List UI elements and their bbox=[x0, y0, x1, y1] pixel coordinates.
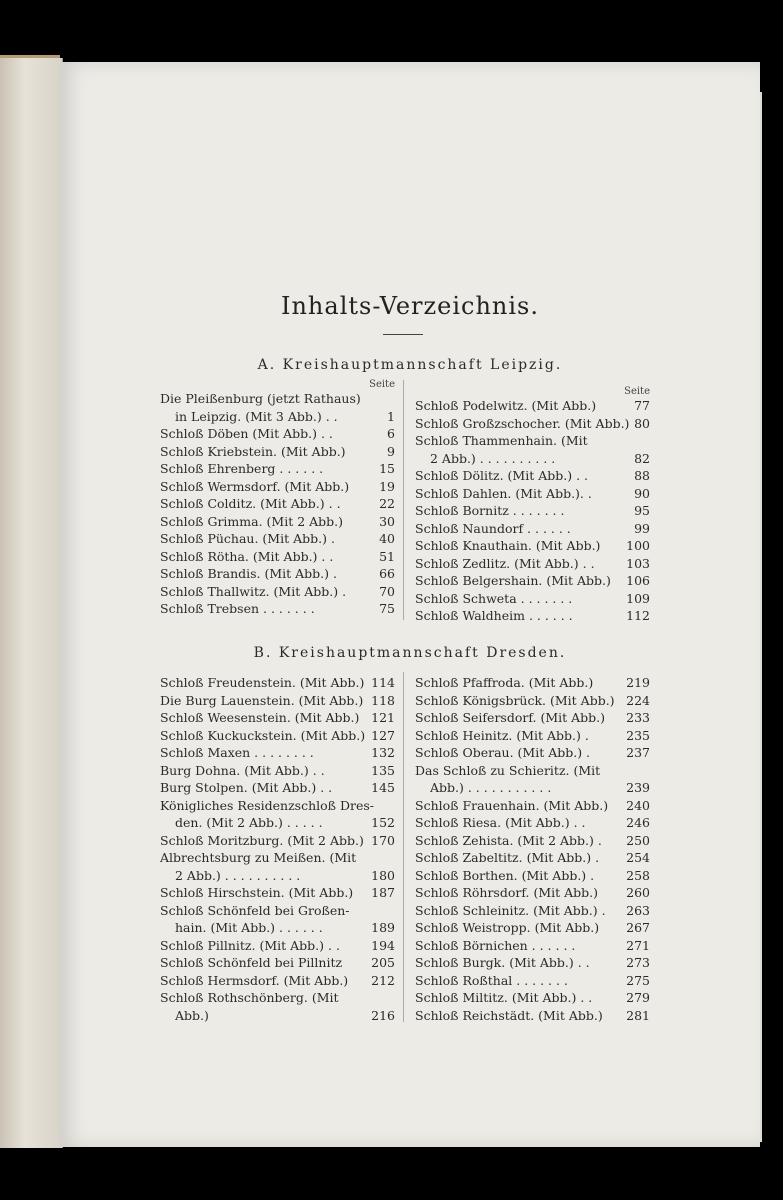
toc-entry bbox=[160, 478, 395, 496]
toc-entry-page bbox=[391, 797, 395, 815]
toc-entry bbox=[160, 460, 395, 478]
toc-entry-page: 145 bbox=[371, 780, 395, 795]
toc-entry-page bbox=[391, 390, 395, 408]
toc-entry-page: 15 bbox=[379, 461, 395, 476]
toc-entry-title: Schloß Ehrenberg . . . . . . bbox=[160, 461, 324, 476]
toc-entry-title: Schloß Dahlen. (Mit Abb.). . bbox=[415, 485, 592, 501]
toc-entry-title: den. (Mit 2 Abb.) . . . . . bbox=[175, 815, 323, 830]
title-rule bbox=[383, 334, 423, 335]
toc-entry bbox=[415, 450, 650, 468]
toc-entry bbox=[160, 779, 395, 797]
toc-entry bbox=[415, 779, 650, 797]
toc-entry-title: 2 Abb.) . . . . . . . . . . bbox=[430, 450, 556, 466]
toc-entry bbox=[415, 590, 650, 608]
toc-entry-title: Schloß Roßthal . . . . . . . bbox=[415, 972, 568, 988]
toc-entry-title: Schloß Weesenstein. (Mit Abb.) bbox=[160, 710, 360, 725]
toc-entry-page: 263 bbox=[626, 902, 650, 918]
toc-entry-page: 271 bbox=[626, 937, 650, 953]
toc-entry bbox=[160, 709, 395, 727]
toc-entry bbox=[415, 537, 650, 555]
book-spine-pages bbox=[0, 58, 63, 1148]
toc-entry-page: 80 bbox=[634, 415, 650, 431]
toc-entry-title: Schloß Moritzburg. (Mit 2 Abb.) bbox=[160, 832, 364, 848]
toc-entry bbox=[415, 867, 650, 885]
toc-entry bbox=[415, 1007, 650, 1025]
toc-entry-page: 9 bbox=[387, 443, 395, 459]
toc-entry bbox=[415, 884, 650, 902]
toc-entry-page: 19 bbox=[379, 478, 395, 494]
toc-entry-title: Die Burg Lauenstein. (Mit Abb.) bbox=[160, 692, 364, 708]
toc-entry-page: 187 bbox=[371, 885, 395, 900]
toc-entry-page: 258 bbox=[626, 867, 650, 883]
toc-entry-page: 212 bbox=[371, 972, 395, 988]
toc-entry bbox=[160, 674, 395, 692]
toc-entry-title: Schloß Königsbrück. (Mit Abb.) bbox=[415, 692, 615, 708]
toc-entry-page: 240 bbox=[626, 797, 650, 813]
toc-entry-title: Schloß Zabeltitz. (Mit Abb.) . bbox=[415, 850, 600, 865]
toc-entry-title: Schloß Zehista. (Mit 2 Abb.) . bbox=[415, 832, 602, 848]
toc-entry bbox=[160, 390, 395, 408]
section-a-right-column bbox=[415, 387, 650, 625]
seite-label: Seite bbox=[369, 379, 395, 390]
toc-entry bbox=[415, 572, 650, 590]
toc-entry bbox=[415, 919, 650, 937]
toc-entry bbox=[415, 692, 650, 710]
toc-entry bbox=[160, 1007, 395, 1025]
toc-entry bbox=[160, 744, 395, 762]
toc-entry-title: Schloß Reichstädt. (Mit Abb.) bbox=[415, 1007, 603, 1023]
toc-entry-page: 180 bbox=[371, 867, 395, 883]
toc-entry-title: Schloß Borthen. (Mit Abb.) . bbox=[415, 867, 595, 883]
toc-entry-page: 170 bbox=[371, 832, 395, 848]
toc-entry-page: 40 bbox=[379, 531, 395, 546]
toc-entry-page: 118 bbox=[371, 692, 395, 708]
toc-entry bbox=[160, 727, 395, 745]
toc-entry-title: Schloß Rötha. (Mit Abb.) . . bbox=[160, 548, 334, 564]
toc-entry-page: 250 bbox=[626, 832, 650, 848]
toc-entry-page: 246 bbox=[626, 815, 650, 830]
toc-entry-title: Schloß Riesa. (Mit Abb.) . . bbox=[415, 815, 586, 830]
toc-entry-title: Albrechtsburg zu Meißen. (Mit bbox=[160, 850, 357, 865]
toc-entry bbox=[415, 902, 650, 920]
toc-entry-page: 100 bbox=[626, 538, 650, 553]
toc-entry-page: 51 bbox=[379, 548, 395, 564]
toc-entry bbox=[160, 972, 395, 990]
toc-entry-page bbox=[391, 849, 395, 867]
toc-entry-title: Die Pleißenburg (jetzt Rathaus) bbox=[160, 391, 361, 406]
toc-entry bbox=[160, 443, 395, 461]
toc-entry-title: Schloß Podelwitz. (Mit Abb.) bbox=[415, 398, 597, 413]
toc-entry bbox=[415, 972, 650, 990]
toc-entry-page: 273 bbox=[626, 955, 650, 970]
toc-entry-title: Schloß Kriebstein. (Mit Abb.) bbox=[160, 443, 346, 459]
toc-entry-title: Abb.) bbox=[175, 1007, 209, 1023]
toc-entry-page: 205 bbox=[371, 955, 395, 970]
toc-entry-page: 112 bbox=[626, 608, 650, 623]
toc-entry bbox=[415, 954, 650, 972]
toc-entry-title: Das Schloß zu Schieritz. (Mit bbox=[415, 762, 601, 778]
toc-entry bbox=[160, 937, 395, 955]
section-a-left-column bbox=[160, 380, 395, 618]
toc-entry bbox=[160, 832, 395, 850]
toc-entry-title: Schloß Brandis. (Mit Abb.) . bbox=[160, 566, 337, 581]
toc-entry-page bbox=[391, 989, 395, 1007]
toc-entry-page: 254 bbox=[626, 850, 650, 865]
toc-entry bbox=[415, 762, 650, 780]
toc-entry-page: 127 bbox=[371, 727, 395, 743]
column-divider-a bbox=[403, 380, 404, 620]
toc-entry-page: 1 bbox=[387, 408, 395, 424]
toc-entry-page: 132 bbox=[371, 745, 395, 760]
toc-entry-page: 219 bbox=[626, 675, 650, 690]
toc-entry bbox=[160, 408, 395, 426]
toc-entry bbox=[415, 467, 650, 485]
toc-entry-title: Schloß Bornitz . . . . . . . bbox=[415, 503, 565, 518]
toc-entry-title: Schloß Pfaffroda. (Mit Abb.) bbox=[415, 675, 594, 690]
toc-entry bbox=[160, 692, 395, 710]
toc-entry bbox=[160, 565, 395, 583]
toc-entry-title: 2 Abb.) . . . . . . . . . . bbox=[175, 867, 301, 883]
toc-entry-page: 30 bbox=[379, 513, 395, 529]
toc-entry-page: 152 bbox=[371, 815, 395, 830]
toc-entry-page: 90 bbox=[634, 485, 650, 501]
toc-entry-title: Schloß Burgk. (Mit Abb.) . . bbox=[415, 955, 590, 970]
toc-entry-title: Abb.) . . . . . . . . . . . bbox=[430, 780, 552, 795]
section-b-left-column bbox=[160, 674, 395, 1024]
toc-entry-title: Schloß Miltitz. (Mit Abb.) . . bbox=[415, 990, 593, 1005]
book-page bbox=[60, 62, 760, 1147]
toc-entry bbox=[160, 902, 395, 920]
toc-entry bbox=[160, 849, 395, 867]
toc-entry-title: in Leipzig. (Mit 3 Abb.) . . bbox=[175, 408, 338, 424]
toc-entry bbox=[160, 814, 395, 832]
section-a-heading: A. Kreishauptmannschaft Leipzig. bbox=[257, 357, 563, 373]
toc-entry bbox=[415, 989, 650, 1007]
toc-entry bbox=[160, 989, 395, 1007]
toc-entry-page: 224 bbox=[626, 692, 650, 708]
toc-entry bbox=[415, 727, 650, 745]
toc-entry bbox=[415, 432, 650, 450]
toc-entry-page bbox=[646, 432, 650, 450]
toc-entry-page: 66 bbox=[379, 566, 395, 581]
toc-entry-page: 95 bbox=[634, 503, 650, 518]
toc-entry-page: 235 bbox=[626, 727, 650, 743]
toc-entry bbox=[415, 849, 650, 867]
toc-entry-title: Schloß Kuckuckstein. (Mit Abb.) bbox=[160, 727, 366, 743]
toc-entry-page: 109 bbox=[626, 590, 650, 606]
toc-entry bbox=[415, 937, 650, 955]
toc-entry bbox=[415, 555, 650, 573]
toc-entry bbox=[415, 485, 650, 503]
toc-entry bbox=[415, 744, 650, 762]
toc-entry-page: 135 bbox=[371, 762, 395, 778]
toc-entry-title: Schloß Colditz. (Mit Abb.) . . bbox=[160, 496, 341, 511]
section-b-right-column bbox=[415, 674, 650, 1024]
toc-entry-page: 103 bbox=[626, 555, 650, 571]
toc-entry-title: Schloß Döben (Mit Abb.) . . bbox=[160, 426, 333, 441]
toc-entry-page: 99 bbox=[634, 520, 650, 536]
toc-entry-title: Schloß Oberau. (Mit Abb.) . bbox=[415, 745, 591, 760]
toc-entry-title: Schloß Dölitz. (Mit Abb.) . . bbox=[415, 468, 589, 483]
toc-entry-title: Schloß Börnichen . . . . . . bbox=[415, 937, 576, 953]
toc-entry bbox=[415, 520, 650, 538]
toc-entry-title: Burg Stolpen. (Mit Abb.) . . bbox=[160, 780, 333, 795]
toc-entry-title: Schloß Frauenhain. (Mit Abb.) bbox=[415, 797, 609, 813]
toc-entry bbox=[160, 513, 395, 531]
toc-entry-title: Schloß Maxen . . . . . . . . bbox=[160, 745, 314, 760]
toc-entry bbox=[415, 607, 650, 625]
toc-entry bbox=[415, 797, 650, 815]
toc-entry-title: Schloß Belgershain. (Mit Abb.) bbox=[415, 573, 611, 588]
toc-entry-page: 275 bbox=[626, 972, 650, 988]
toc-entry-title: Schloß Weistropp. (Mit Abb.) bbox=[415, 920, 600, 935]
toc-entry bbox=[160, 884, 395, 902]
toc-entry-page: 75 bbox=[379, 601, 395, 616]
toc-entry-page: 6 bbox=[387, 426, 395, 441]
toc-entry-page: 121 bbox=[371, 710, 395, 725]
toc-entry-page: 237 bbox=[626, 745, 650, 760]
toc-entry-page: 88 bbox=[634, 468, 650, 483]
toc-entry-title: Schloß Knauthain. (Mit Abb.) bbox=[415, 538, 601, 553]
toc-entry-title: Schloß Großzschocher. (Mit Abb.) bbox=[415, 415, 630, 431]
toc-entry-page: 106 bbox=[626, 573, 650, 588]
toc-entry-page: 260 bbox=[626, 885, 650, 900]
toc-entry bbox=[160, 425, 395, 443]
toc-entry-title: Schloß Thammenhain. (Mit bbox=[415, 433, 588, 448]
toc-entry-page: 194 bbox=[371, 937, 395, 953]
toc-entry-title: Schloß Röhrsdorf. (Mit Abb.) bbox=[415, 885, 599, 900]
toc-entry-title: Schloß Pillnitz. (Mit Abb.) . . bbox=[160, 937, 340, 953]
toc-entry-page: 216 bbox=[371, 1007, 395, 1023]
toc-entry-page: 267 bbox=[626, 920, 650, 935]
toc-entry-title: Schloß Püchau. (Mit Abb.) . bbox=[160, 531, 335, 546]
toc-entry bbox=[415, 832, 650, 850]
toc-entry-title: Schloß Hermsdorf. (Mit Abb.) bbox=[160, 972, 349, 988]
toc-entry bbox=[415, 397, 650, 415]
toc-entry-title: Schloß Zedlitz. (Mit Abb.) . . bbox=[415, 555, 595, 571]
toc-entry-page: 189 bbox=[371, 920, 395, 935]
toc-entry bbox=[160, 600, 395, 618]
toc-entry-title: Schloß Schönfeld bei Pillnitz bbox=[160, 955, 343, 970]
toc-entry bbox=[415, 709, 650, 727]
toc-entry-page: 233 bbox=[626, 710, 650, 725]
toc-entry bbox=[415, 814, 650, 832]
toc-entry bbox=[160, 548, 395, 566]
toc-entry bbox=[160, 954, 395, 972]
toc-entry bbox=[160, 919, 395, 937]
toc-entry-page: 82 bbox=[634, 450, 650, 466]
toc-entry-title: Schloß Seifersdorf. (Mit Abb.) bbox=[415, 710, 606, 725]
toc-entry-title: hain. (Mit Abb.) . . . . . . bbox=[175, 920, 323, 935]
toc-entry-page: 279 bbox=[626, 990, 650, 1005]
toc-entry-title: Schloß Freudenstein. (Mit Abb.) bbox=[160, 675, 365, 690]
toc-entry bbox=[160, 797, 395, 815]
toc-entry-title: Schloß Schönfeld bei Großen- bbox=[160, 902, 350, 918]
toc-entry-title: Schloß Thallwitz. (Mit Abb.) . bbox=[160, 583, 347, 599]
toc-entry-title: Schloß Schleinitz. (Mit Abb.) . bbox=[415, 902, 606, 918]
toc-entry bbox=[415, 415, 650, 433]
seite-label: Seite bbox=[624, 386, 650, 397]
toc-entry-title: Burg Dohna. (Mit Abb.) . . bbox=[160, 762, 325, 778]
toc-entry bbox=[415, 502, 650, 520]
column-divider-b bbox=[403, 672, 404, 1022]
toc-entry-title: Königliches Residenzschloß Dres- bbox=[160, 797, 375, 813]
toc-entry bbox=[415, 674, 650, 692]
toc-entry-page: 114 bbox=[371, 675, 395, 690]
toc-entry-title: Schloß Wermsdorf. (Mit Abb.) bbox=[160, 478, 350, 494]
toc-entry bbox=[160, 583, 395, 601]
toc-entry-title: Schloß Hirschstein. (Mit Abb.) bbox=[160, 885, 354, 900]
toc-entry-title: Schloß Grimma. (Mit 2 Abb.) bbox=[160, 513, 344, 529]
toc-entry-page: 22 bbox=[379, 496, 395, 511]
page-title: Inhalts-Verzeichnis. bbox=[280, 292, 539, 320]
toc-entry-title: Schloß Rothschönberg. (Mit bbox=[160, 990, 339, 1005]
toc-entry-page: 281 bbox=[626, 1007, 650, 1023]
toc-entry-title: Schloß Trebsen . . . . . . . bbox=[160, 601, 315, 616]
toc-entry-title: Schloß Heinitz. (Mit Abb.) . bbox=[415, 727, 589, 743]
toc-entry-page: 239 bbox=[626, 780, 650, 795]
toc-entry bbox=[160, 530, 395, 548]
toc-entry-page: 70 bbox=[379, 583, 395, 599]
toc-entry-title: Schloß Naundorf . . . . . . bbox=[415, 520, 571, 536]
toc-entry-title: Schloß Waldheim . . . . . . bbox=[415, 608, 573, 623]
section-b-heading: B. Kreishauptmannschaft Dresden. bbox=[253, 645, 567, 661]
toc-entry bbox=[160, 867, 395, 885]
toc-entry-page bbox=[646, 762, 650, 780]
toc-entry bbox=[160, 495, 395, 513]
toc-entry-title: Schloß Schweta . . . . . . . bbox=[415, 590, 573, 606]
toc-entry bbox=[160, 762, 395, 780]
toc-entry-page bbox=[391, 902, 395, 920]
toc-entry-page: 77 bbox=[634, 398, 650, 413]
